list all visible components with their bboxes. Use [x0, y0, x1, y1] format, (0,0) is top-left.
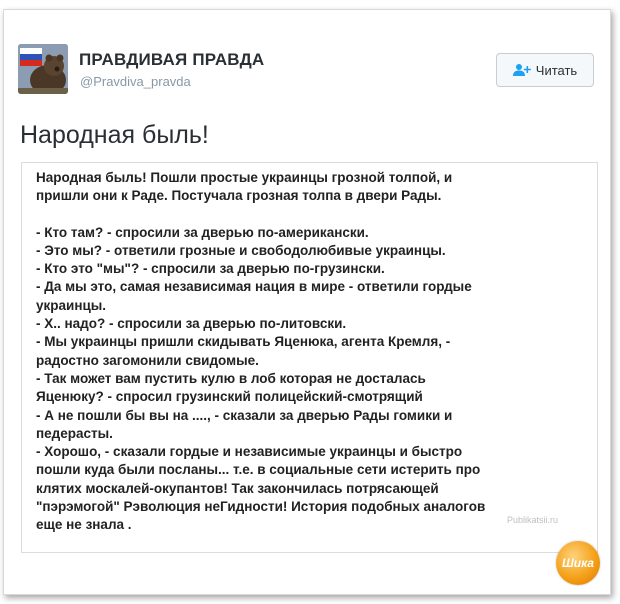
follow-button[interactable] — [496, 53, 594, 87]
card-line: - Хорошо, - сказали гордые и независимые украинцы и быстро — [36, 444, 463, 460]
card-line: Народная быль! Пошли простые украинцы грозной толпой, и — [36, 170, 453, 185]
card-line: - А не пошли бы вы на ...., - сказали за дверью Рады гомики и — [36, 407, 453, 423]
card-text — [36, 169, 584, 535]
watermark-site: Publikatsii.ru — [507, 515, 559, 525]
card-line: радостно загомонили свидомые. — [36, 352, 259, 368]
user-handle[interactable]: @Pravdiva_pravda — [80, 74, 191, 89]
card-line: - Кто там? - спросили за дверью по-американски. — [36, 224, 369, 240]
avatar[interactable] — [18, 44, 68, 94]
card-line: - Кто это "мы"? - спросили за дверью по-грузински. — [36, 261, 385, 277]
card-line: педерасты. — [36, 425, 113, 441]
tweet-text: Народная быль! — [20, 121, 209, 149]
card-line: - Так может вам пустить кулю в лоб которая не досталась — [36, 370, 426, 386]
follow-label: Читать — [535, 62, 578, 78]
add-user-icon — [513, 63, 531, 77]
card-line: еще не знала . — [36, 517, 132, 533]
watermark-badge: Шика — [556, 541, 600, 585]
card-line: - Х.. надо? - спросили за дверью по-литовски. — [36, 316, 347, 332]
card-line: "пэрэмогой" Рэволюция неГидности! История подобных аналогов — [36, 499, 486, 515]
card-line: клятих москалей-окупантов! Так закончилась потрясающей — [36, 480, 439, 496]
attached-image-card[interactable] — [21, 162, 598, 553]
card-line: Яценюку? - спросил грузинский полицейский-смотрящий — [36, 389, 423, 405]
card-line: - Да мы это, самая независимая нация в мире - ответили гордые — [36, 279, 472, 295]
card-line: пришли они к Раде. Постучала грозная толпа в двери Рады. — [36, 188, 442, 204]
card-line: - Это мы? - ответили грозные и свободолюбивые украинцы. — [36, 242, 446, 258]
bear-flag-avatar-icon — [18, 44, 68, 94]
card-line: - Мы украинцы пришли скидывать Яценюка, агента Кремля, - — [36, 334, 451, 350]
paragraph-gap — [36, 206, 584, 224]
display-name[interactable]: ПРАВДИВАЯ ПРАВДА — [79, 50, 265, 69]
tweet-header — [18, 44, 598, 104]
card-line: украинцы. — [36, 297, 107, 313]
card-line: пошли куда были посланы... т.е. в социальные сети истерить про — [36, 462, 481, 478]
